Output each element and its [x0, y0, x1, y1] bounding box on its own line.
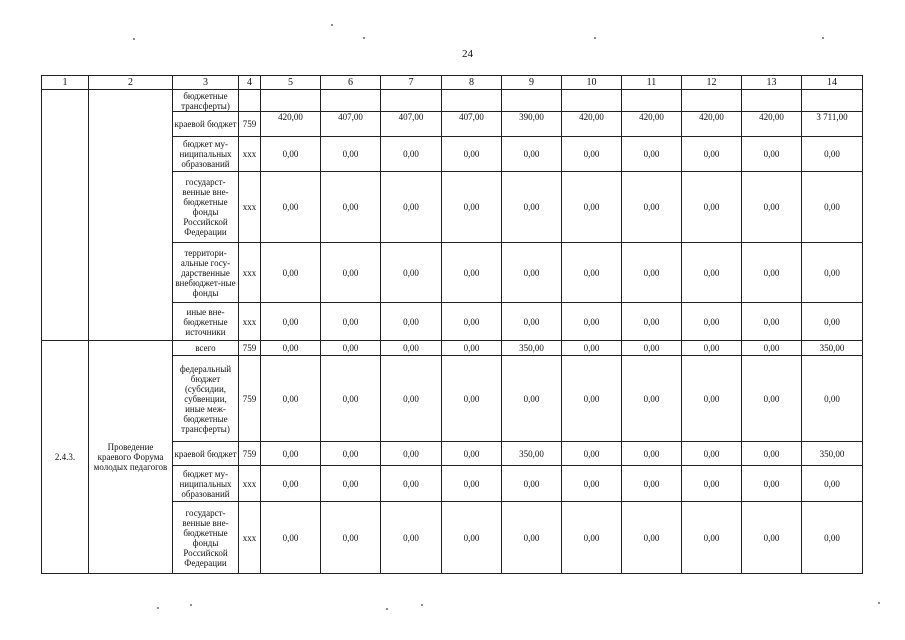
value-cell: 0,00: [502, 303, 562, 341]
value-cell: 0,00: [321, 303, 381, 341]
value-cell: 0,00: [802, 356, 863, 442]
value-cell: 0,00: [682, 137, 742, 172]
column-header: 13: [742, 76, 802, 90]
source-cell: бюджетные трансферты): [173, 90, 239, 112]
source-cell: территори-альные госу-дарственные внебюджет-ные фонды: [173, 243, 239, 303]
source-cell: государст-венные вне-бюджетные фонды Российской Федерации: [173, 172, 239, 243]
value-cell: 0,00: [742, 442, 802, 466]
value-cell: 0,00: [381, 442, 442, 466]
value-cell: 0,00: [802, 172, 863, 243]
value-cell: 0,00: [442, 341, 502, 356]
source-cell: краевой бюджет: [173, 442, 239, 466]
value-cell: 0,00: [321, 502, 381, 574]
value-cell: 0,00: [321, 442, 381, 466]
value-cell: 0,00: [742, 502, 802, 574]
value-cell: 0,00: [562, 137, 622, 172]
header-row: [42, 76, 863, 90]
column-header: 6: [321, 76, 381, 90]
value-cell: 0,00: [682, 442, 742, 466]
value-cell: 0,00: [622, 341, 682, 356]
value-cell: [802, 90, 863, 112]
value-cell: 0,00: [622, 356, 682, 442]
value-cell: 0,00: [442, 502, 502, 574]
budget-table: [41, 75, 863, 574]
value-cell: 0,00: [321, 466, 381, 502]
value-cell: 0,00: [802, 243, 863, 303]
code-cell: 759: [239, 112, 261, 137]
value-cell: 0,00: [381, 466, 442, 502]
source-cell: краевой бюджет: [173, 112, 239, 137]
value-cell: [321, 90, 381, 112]
section-a-index-cell: [42, 90, 89, 341]
table-row: [42, 90, 863, 112]
value-cell: 420,00: [682, 112, 742, 137]
code-cell: ххх: [239, 466, 261, 502]
table-row: [42, 341, 863, 356]
value-cell: 0,00: [742, 303, 802, 341]
value-cell: 0,00: [442, 243, 502, 303]
value-cell: [381, 90, 442, 112]
value-cell: 0,00: [742, 341, 802, 356]
value-cell: 0,00: [562, 356, 622, 442]
column-header: 14: [802, 76, 863, 90]
value-cell: 0,00: [562, 243, 622, 303]
value-cell: [562, 90, 622, 112]
value-cell: 0,00: [381, 172, 442, 243]
value-cell: 0,00: [562, 172, 622, 243]
value-cell: 350,00: [802, 442, 863, 466]
value-cell: 0,00: [622, 442, 682, 466]
value-cell: 0,00: [682, 303, 742, 341]
value-cell: 0,00: [502, 172, 562, 243]
value-cell: 0,00: [321, 341, 381, 356]
value-cell: [682, 90, 742, 112]
value-cell: 0,00: [622, 303, 682, 341]
value-cell: 0,00: [562, 303, 622, 341]
value-cell: 0,00: [321, 243, 381, 303]
value-cell: 350,00: [802, 341, 863, 356]
page-number: 24: [462, 48, 473, 60]
section-a-title-cell: [89, 90, 173, 341]
column-header: 9: [502, 76, 562, 90]
value-cell: 0,00: [502, 356, 562, 442]
value-cell: 420,00: [742, 112, 802, 137]
value-cell: 0,00: [442, 466, 502, 502]
code-cell: ххх: [239, 502, 261, 574]
value-cell: 0,00: [261, 303, 321, 341]
value-cell: 0,00: [442, 172, 502, 243]
value-cell: 0,00: [381, 356, 442, 442]
column-header: 3: [173, 76, 239, 90]
value-cell: 0,00: [802, 466, 863, 502]
value-cell: [742, 90, 802, 112]
value-cell: 0,00: [321, 137, 381, 172]
source-cell: государст-венные вне-бюджетные фонды Российской Федерации: [173, 502, 239, 574]
value-cell: 420,00: [622, 112, 682, 137]
source-cell: иные вне-бюджетные источники: [173, 303, 239, 341]
value-cell: 0,00: [802, 502, 863, 574]
value-cell: 0,00: [261, 243, 321, 303]
value-cell: 0,00: [682, 172, 742, 243]
source-cell: бюджет му-ниципальных образований: [173, 466, 239, 502]
value-cell: 0,00: [261, 172, 321, 243]
value-cell: [502, 90, 562, 112]
source-cell: федеральный бюджет (субсидии, субвенции, иные меж-бюджетные трансферты): [173, 356, 239, 442]
value-cell: 0,00: [562, 442, 622, 466]
value-cell: 0,00: [381, 303, 442, 341]
value-cell: 0,00: [442, 137, 502, 172]
value-cell: 3 711,00: [802, 112, 863, 137]
value-cell: 0,00: [321, 356, 381, 442]
column-header: 8: [442, 76, 502, 90]
code-cell: ххх: [239, 303, 261, 341]
value-cell: 0,00: [502, 502, 562, 574]
value-cell: 0,00: [562, 502, 622, 574]
value-cell: 0,00: [742, 356, 802, 442]
value-cell: 0,00: [682, 466, 742, 502]
value-cell: 407,00: [381, 112, 442, 137]
value-cell: 0,00: [442, 442, 502, 466]
value-cell: 0,00: [502, 466, 562, 502]
value-cell: 0,00: [742, 172, 802, 243]
value-cell: 0,00: [261, 137, 321, 172]
value-cell: 0,00: [622, 137, 682, 172]
value-cell: 0,00: [802, 137, 863, 172]
code-cell: ххх: [239, 172, 261, 243]
value-cell: 0,00: [742, 243, 802, 303]
column-header: 1: [42, 76, 89, 90]
code-cell: [239, 90, 261, 112]
value-cell: 0,00: [682, 502, 742, 574]
column-header: 2: [89, 76, 173, 90]
value-cell: 0,00: [381, 137, 442, 172]
source-cell: всего: [173, 341, 239, 356]
column-header: 4: [239, 76, 261, 90]
value-cell: 350,00: [502, 442, 562, 466]
value-cell: 0,00: [622, 502, 682, 574]
column-header: 10: [562, 76, 622, 90]
item-title: Проведение краевого Форума молодых педагогов: [89, 341, 173, 574]
source-cell: бюджет му-ниципальных образований: [173, 137, 239, 172]
value-cell: 0,00: [802, 303, 863, 341]
value-cell: 0,00: [261, 466, 321, 502]
value-cell: 0,00: [381, 243, 442, 303]
code-cell: ххх: [239, 137, 261, 172]
value-cell: 0,00: [622, 243, 682, 303]
code-cell: 759: [239, 356, 261, 442]
value-cell: 0,00: [502, 243, 562, 303]
value-cell: 420,00: [562, 112, 622, 137]
value-cell: 390,00: [502, 112, 562, 137]
value-cell: 0,00: [562, 341, 622, 356]
code-cell: 759: [239, 442, 261, 466]
value-cell: 0,00: [742, 137, 802, 172]
value-cell: 0,00: [502, 137, 562, 172]
value-cell: 0,00: [742, 466, 802, 502]
value-cell: 0,00: [622, 466, 682, 502]
value-cell: [442, 90, 502, 112]
value-cell: 0,00: [622, 172, 682, 243]
value-cell: 0,00: [562, 466, 622, 502]
value-cell: 0,00: [261, 442, 321, 466]
item-index: 2.4.3.: [42, 341, 89, 574]
value-cell: 0,00: [682, 243, 742, 303]
value-cell: 0,00: [381, 341, 442, 356]
column-header: 7: [381, 76, 442, 90]
code-cell: 759: [239, 341, 261, 356]
value-cell: 407,00: [442, 112, 502, 137]
value-cell: 0,00: [442, 303, 502, 341]
value-cell: [622, 90, 682, 112]
value-cell: 0,00: [381, 502, 442, 574]
value-cell: 0,00: [442, 356, 502, 442]
value-cell: [261, 90, 321, 112]
value-cell: 0,00: [261, 356, 321, 442]
value-cell: 0,00: [261, 341, 321, 356]
value-cell: 350,00: [502, 341, 562, 356]
column-header: 12: [682, 76, 742, 90]
value-cell: 420,00: [261, 112, 321, 137]
column-header: 11: [622, 76, 682, 90]
value-cell: 0,00: [682, 341, 742, 356]
code-cell: ххх: [239, 243, 261, 303]
value-cell: 0,00: [261, 502, 321, 574]
value-cell: 407,00: [321, 112, 381, 137]
value-cell: 0,00: [682, 356, 742, 442]
value-cell: 0,00: [321, 172, 381, 243]
column-header: 5: [261, 76, 321, 90]
